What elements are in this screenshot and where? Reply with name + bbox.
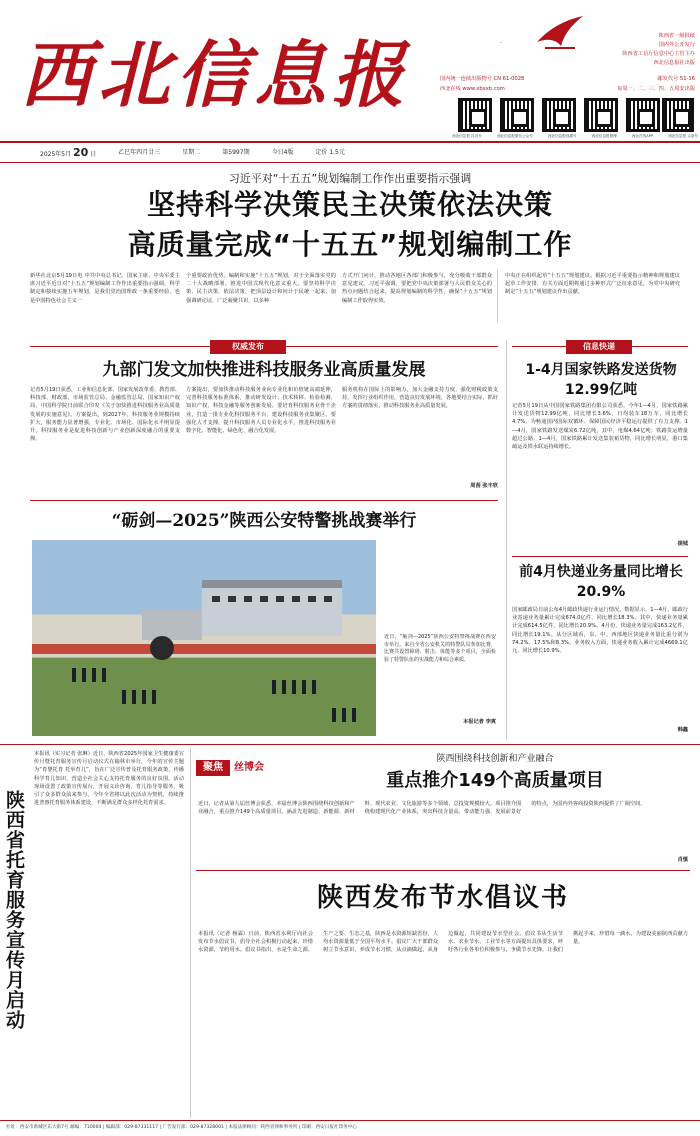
qr-code-douyin[interactable] [458,98,492,132]
sidebar-text-1: 记者5月19日从中国国家铁路集团有限公司获悉，今年1—4月，国家铁路累计发送货物12.99亿吨，同比增长3.6%，日均装车18万车，同比增长4.7%。为畅通国内国际双循环、保障国民经济平稳运行提供了有力支撑。1—4月，国家铁路发送煤炭6.72亿吨，其中，电煤4.64亿吨；铁路货运增量超过公路。1—4月，国家铁路累计发送集装箱货物，同比增长明显，港口集疏运及铁水联运持续增长。 [512,403,688,451]
policy-byline: 周茜 张丰欣 [470,483,498,489]
left-feature-text: 本报讯（实习记者 张琳）近日，陕西省2025年国家卫生健康委宣传月暨托育服务宣传月启动仪式在榆林市举行。今年的宣传主题为“育婴托育 托举育儿”，旨在广泛宣传普及托育服务政策，传播科学育儿知识，营造全社会关心支持托育服务的良好氛围。活动现场设置了政策宣传展台，开展义诊咨询、育儿指导等服务，吸引了众多群众前来参与。今年全省将以此次活动为契机，持续推进普惠托育服务体系建设，不断满足群众多样化托育需求。 [34,751,184,807]
lead-headline-2: 高质量完成“十五五”规划编制工作 [127,228,573,261]
sidebar-headline-1: 1-4月国家铁路发送货物12.99亿吨 [525,362,677,398]
footer: 社址：西安市新城区东大街7号 邮编：710004 | 编辑部：029-87331117 | 广告发行部：029-87328001 | 本报法律顾问：陕西省律师事务所 | 印刷：西安日报社印务中心 [6,1125,357,1130]
left-feature-title: 陕西省托育服务宣传月启动 [3,790,25,1030]
lead-col-1: 新华社北京5月19日电 中共中央总书记、国家主席、中央军委主席习近平近日对“十五五”规划编制工作作出重要指示强调，科学制定和接续实施五年规划，是我们党治国理政一条重要经验，也是中国特色社会主义一 [30,273,180,304]
policy-col-1: 记者5月19日获悉，工业和信息化部、国家发展改革委、教育部、科技部、财政部、市场监管总局、金融监管总局、国家知识产权局、中国科学院日前联合印发《关于加快推进科技服务业高质量发展的实施意见》。方案提出，到2027年，科技服务业规模持续扩大，服务能力显著增强，专业化、市场化、国际化水平明显提升。科技服务业是促进科技创新与产业创新深度融合的重要支撑。 [30,387,180,443]
dateline: 2025年5月 20 日 乙巳年四月廿三 星期二 第5997期 今日4版 定价 1.5元 [40,146,345,159]
masthead-info: 陕西省一级报纸 国内外公开发行 陕西省工信厅信息中心主管主办 西北信息报社出版 [622,33,695,66]
photo-headline: “砺剑—2025”陕西公安特警挑战赛举行 [111,511,417,531]
lead-kicker: 习近平对“十五五”规划编制工作作出重要指示强调 [228,172,472,185]
photo-caption: 近日，“砺剑—2025”陕西公安特警挑战赛在西安市举行。来自全省公安机关的特警队员参加比赛，比赛共设置障碍、射击、体能等多个项目，全面检验了特警队伍的实战能力和综合素质。 [384,634,496,663]
silk-byline: 肖慎 [677,857,688,863]
policy-tag: 权威发布 [210,340,286,354]
masthead-pub-lines: 国内统一连续出版物号 CN 61-0028 邮发代号 51-16 西北在线 www.xbxxb.com 每周一、二、三、四、五周安出版 [440,76,695,92]
lead-col-4: 中央正在组织起草“十五五”规划建议。根据习近平重要指示精神和规划建议起草工作安排，有关方面近期将通过多种形式广泛征求意见，为党中央研究制定“十五五”规划建议作出贡献。 [505,273,680,296]
sidebar-tag: 信息快递 [566,340,632,354]
qr-code-app[interactable] [626,98,660,132]
qr-code-video[interactable] [542,98,576,132]
water-text: 本报讯（记者 杨霖）日前，陕西省水利厅向社会发布节水倡议书，倡导全社会积极行动起来，珍惜水资源，节约用水。倡议书指出，水是生命之源、生产之要、生态之基，陕西是水资源短缺省份，人均水资源量低于全国平均水平。倡议广大干部群众树立节水意识，养成节水习惯，从点滴做起，从身边做起，共同建设节水型社会。倡议书从生活节水、农业节水、工业节水等方面提出具体要求，呼吁各行业各单位积极参与，争做节水先锋。让我们携起手来，珍惜每一滴水，为建设美丽陕西贡献力量。 [198,931,688,954]
water-headline: 陕西发布节水倡议书 [316,883,569,913]
silk-headline: 重点推介149个高质量项目 [386,770,604,791]
silk-tag-expo: 丝博会 [234,762,264,773]
lead-col-3: 方式开门问计，推动各地区各部门积极参与，充分吸收干部群众意见建议。习近平强调，要把党中央决策部署与人民群众关心的热点问题结合起来，提高规划编制的科学性，确保“十五五”规划编制工作取得实效。 [342,273,492,304]
sidebar-byline-1: 提城 [677,541,688,547]
policy-headline: 九部门发文加快推进科技服务业高质量发展 [102,360,426,380]
sidebar-byline-2: 韩鑫 [677,727,688,733]
swallow-logo-icon [535,12,585,52]
policy-col-3: 服务机构在国际上的影响力，加大金融支持力度，强化财税政策支持，发挥行业组织作用，营造良好发展环境。各地要结合实际，抓好方案的贯彻落实，推动科技服务业高质量发展。 [342,387,498,410]
silk-text: 近日，记者从第九届丝博会获悉，本届丝博会陕西围绕科技创新和产业融合，重点推介149个高质量项目，涵盖先进制造、新能源、新材料、现代农业、文化旅游等多个领域，总投资规模较大。项目推介围绕构建现代化产业体系，突出科技含量高、带动能力强、发展前景好的特点，为国内外客商投资陕西提供了广阔空间。 [198,801,646,816]
policy-col-2: 方案提出，要加快推动科技服务业向专业化和价值链高端延伸，完善科技服务标准体系，推动研发设计、技术转移、检验检测、知识产权、科技金融等服务创新发展。要培育科技服务业骨干企业，打造一批专业化科技服务平台，建设科技服务业集聚区。要强化人才支撑，提升科技服务人员专业化水平，推进科技服务业数字化、智能化、绿色化、融合化发展。 [186,387,336,435]
qr-captions: 西北信息报 抖音号 西北信息报微信公众号 西北信息报视频号 西北信息报微博 西北在线APP 西北信息报 头条号 [452,134,698,138]
silk-tag-focus: 聚焦 [196,760,230,776]
sidebar-text-2: 国家邮政局日前公布4月邮政快递行业运行情况。数据显示，1—4月，邮政行业寄递业务量累计完成674.0亿件，同比增长18.3%。其中，快递业务量累计完成614.5亿件，同比增长20.9%。4月份，快递业务量完成163.2亿件，同比增长19.1%。从分区域看，东、中、西部地区快递业务量比重分别为74.2%、17.5%和8.3%。业务收入方面，快递业务收入累计完成4669.1亿元，同比增长10.9%。 [512,607,688,655]
masthead-title: 西北信息报 [20,32,411,117]
qr-code-toutiao[interactable] [662,98,694,132]
photo-image [32,540,376,736]
qr-code-wechat[interactable] [500,98,534,132]
masthead-motto: · [500,40,502,47]
masthead [0,0,700,138]
qr-code-weibo[interactable] [584,98,618,132]
lead-headline-1: 坚持科学决策民主决策依法决策 [146,188,553,221]
lead-col-2: 个重要政治优势。编制和实施“十五五”规划，对于全面落实党的二十大战略部署，推进中国式现代化意义重大。要坚持科学决策、民主决策、依法决策，把顶层设计和问计于民统一起来，加强调研论证，广泛凝聚共识，以多种 [186,273,336,304]
silk-kicker: 陕西围绕科技创新和产业融合 [436,754,554,764]
sidebar-headline-2: 前4月快递业务量同比增长20.9% [519,564,683,600]
photo-byline: 本报记者 李爽 [463,719,496,725]
